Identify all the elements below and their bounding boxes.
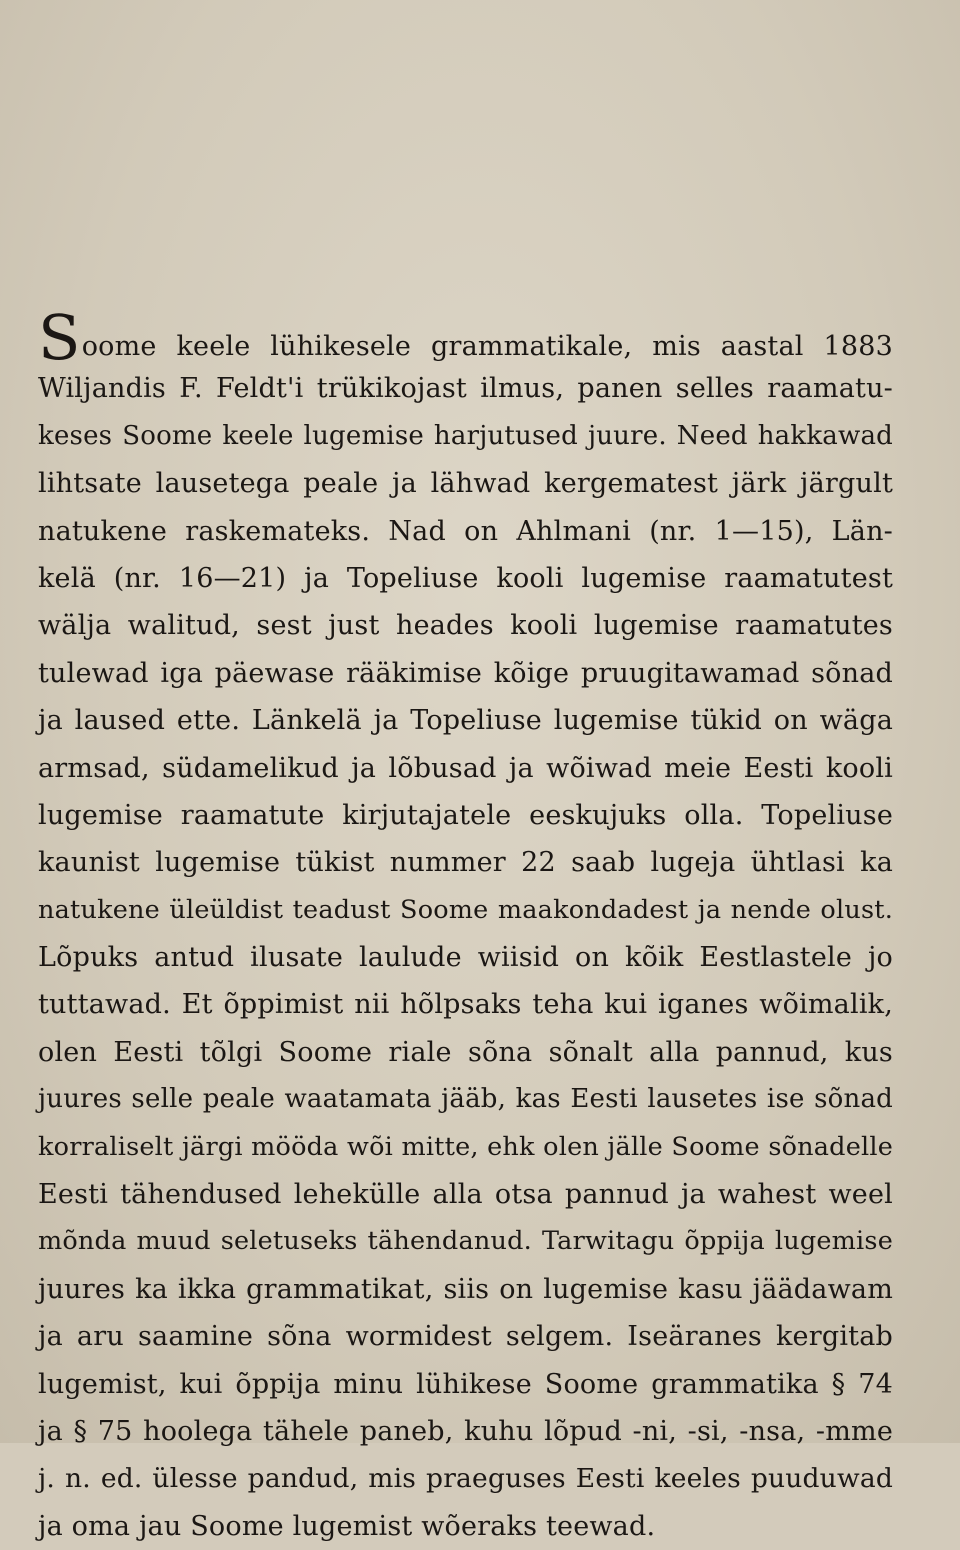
text-line: kelä (nr. 16—21) ja Topeliuse kooli lugemise raamatutest	[38, 562, 893, 594]
text-line: wälja walitud, sest just heades kooli lugemise raamatutes	[38, 610, 893, 642]
text-line: tulewad iga päewase rääkimise kõige pruugitawamad sõnad	[38, 657, 893, 689]
text-line: natukene raskemateks. Nad on Ahlmani (nr. 1—15), Län-	[38, 515, 893, 547]
show-through-text	[40, 70, 920, 330]
text-line: tuttawad. Et õppimist nii hõlpsaks teha kui iganes wõimalik,	[38, 989, 893, 1021]
text-line: ja oma jau Soome lugemist wõeraks teewad.	[38, 1510, 656, 1542]
text-line: olen Eesti tõlgi Soome riale sõna sõnalt alla pannud, kus	[38, 1036, 893, 1068]
text-line: Lõpuks antud ilusate laulude wiisid on kõik Eestlastele jo	[38, 942, 893, 974]
text-line: Soome keele lühikesele grammatikale, mis aastal 1883	[38, 301, 893, 374]
text-line: ja laused ette. Länkelä ja Topeliuse lugemise tükid on wäga	[38, 705, 893, 737]
text-line: lugemise raamatute kirjutajatele eeskujuks olla. Topeliuse	[38, 799, 893, 831]
text-line: korraliselt järgi mööda wõi mitte, ehk olen jälle Soome sõnadelle	[38, 1131, 893, 1162]
text-line: Eesti tähendused lehekülle alla otsa pannud ja wahest weel	[38, 1179, 893, 1211]
text-line: j. n. ed. ülesse pandud, mis praeguses Eesti keeles puuduwad	[38, 1463, 893, 1495]
body-text	[38, 301, 893, 1550]
text-line: lihtsate lausetega peale ja lähwad kergematest järk järgult	[38, 468, 893, 500]
text-line: juures ka ikka grammatikat, siis on lugemise kasu jäädawam	[38, 1273, 893, 1305]
text-line: ja aru saamine sõna wormidest selgem. Iseäranes kergitab	[38, 1321, 893, 1353]
text-line: keses Soome keele lugemise harjutused juure. Need hakkawad	[38, 420, 893, 451]
drop-cap: S	[38, 301, 81, 374]
text-line: juures selle peale waatamata jääb, kas Eesti lausetes ise sõnad	[38, 1084, 893, 1115]
text-line: lugemist, kui õppija minu lühikese Soome grammatika § 74	[38, 1368, 893, 1400]
text-line: mõnda muud seletuseks tähendanud. Tarwitagu õppija lugemise	[38, 1226, 893, 1257]
text-line: Wiljandis F. Feldt'i trükikojast ilmus, panen selles raamatu-	[38, 373, 893, 405]
text-line: armsad, südamelikud ja lõbusad ja wõiwad meie Eesti kooli	[38, 752, 893, 784]
text-line: ja § 75 hoolega tähele paneb, kuhu lõpud -ni, -si, -nsa, -mme	[38, 1415, 893, 1447]
text-line: kaunist lugemise tükist nummer 22 saab lugeja ühtlasi ka	[38, 847, 893, 879]
text-line: natukene üleüldist teadust Soome maakondadest ja nende olust.	[38, 894, 893, 925]
